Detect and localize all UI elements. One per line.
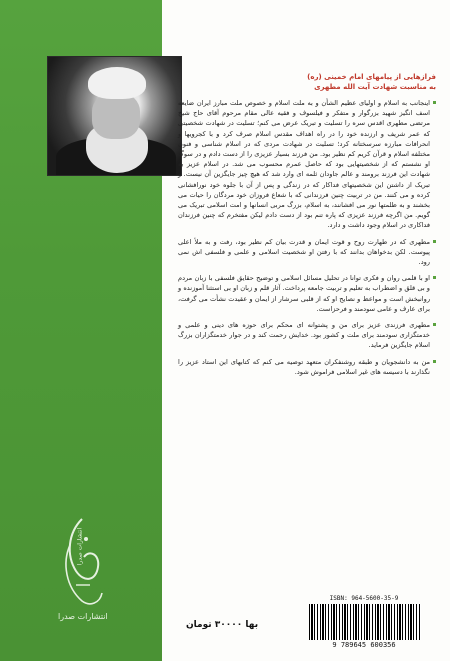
barcode — [301, 595, 427, 650]
publisher-logo — [56, 515, 108, 627]
barcode-number: 9 789645 600356 — [332, 641, 396, 649]
quote-paragraph: مطهری فرزندی عزیز برای من و پشتوانه ای محکم برای حوزه های دینی و علمی و خدمتگزاری سودمند برای ملت و کشور بود. خدایش رحمت کند و در جوار خدمتگزاران بزرگ اسلام جایگزین فرماید. — [178, 320, 436, 351]
barcode-bars — [309, 604, 421, 640]
publisher-logo-text: انتشارات صدرا — [76, 527, 84, 566]
publisher-name: انتشارات صدرا — [58, 612, 108, 621]
author-portrait — [47, 56, 182, 176]
quote-paragraph: او با قلمی روان و فکری توانا در تحلیل مسائل اسلامی و توضیح حقایق فلسفی با زبان مردم و بی قلق و اضطراب به تعلیم و تربیت جامعه پرداخت. آثار قلم و زبان او بی استثنا آموزنده و روانبخش است و مواعظ و نصایح او که از قلبی سرشار از ایمان و عقیدت نشأت می گرفت، برای عارف و عامی سودمند و فرحزاست. — [178, 273, 436, 314]
quote-paragraph: من به دانشجویان و طبقه روشنفکران متعهد توصیه می کنم که کتابهای این استاد عزیز را نگذارند با دسیسه های غیر اسلامی فراموش شود. — [178, 357, 436, 377]
quote-paragraph: مطهری که در طهارت روح و قوت ایمان و قدرت بیان کم نظیر بود، رفت و به ملأ اعلی پیوست. لکن بدخواهان بدانند که با رفتن او شخصیت اسلامی و علمی و فلسفی اش نمی رود. — [178, 237, 436, 268]
price-label: بها ۳۰۰۰۰ تومان — [186, 620, 259, 630]
isbn-label: ISBN: 964-5600-35-9 — [329, 595, 399, 602]
quote-paragraph: اینجانب به اسلام و اولیای عظیم الشأن و به ملت اسلام و خصوص ملت مبارز ایران ضایعه اسف انگیز شهید بزرگوار و متفکر و فیلسوف و فقیه عالی مقام مرحوم آقای حاج شیخ مرتضی مطهری اقدس سره را تسلیت و تبریک عرض می کنم؛ تسلیت در شهادت شخصیتی که عمر شریف و ارزنده خود را در راه اهداف مقدس اسلام صرف کرد و با کجرویها و انحرافات مبارزه سرسختانه کرد؛ تسلیت در شهادت مردی که در اسلام شناسی و فنون مختلفه اسلام و قرآن کریم کم نظیر بود. من فرزند بسیار عزیزی را از دست دادم و در سوگ او نشستم که از شخصیتهایی بود که حاصل عمرم محسوب می شد. در اسلام عزیز به شهادت این فرزند برومند و عالم جاودان ثلمه ای وارد شد که هیچ چیز جایگزین آن نیست. و تبریک از داشتن این شخصیتهای فداکار که در زندگی و پس از آن با جلوه خود نورافشانی کرده و می کنند. من در تربیت چنین فرزندانی که با شعاع فروزان خود مردگان را حیات می بخشند و به ظلمتها نور می افشانند، به اسلام، بزرگ مربی انسانها و امت اسلامی تبریک می گویم. من اگرچه فرزند عزیزی که پاره تنم بود از دست دادم لیکن مفتخرم که چنین فرزندان فداکاری در اسلام وجود داشت و دارد. — [178, 98, 436, 231]
quotes-text-block — [178, 72, 436, 383]
quotes-heading: فرازهایی از پیامهای امام خمینی (ره) به مناسبت شهادت آیت الله مطهری — [307, 73, 436, 91]
